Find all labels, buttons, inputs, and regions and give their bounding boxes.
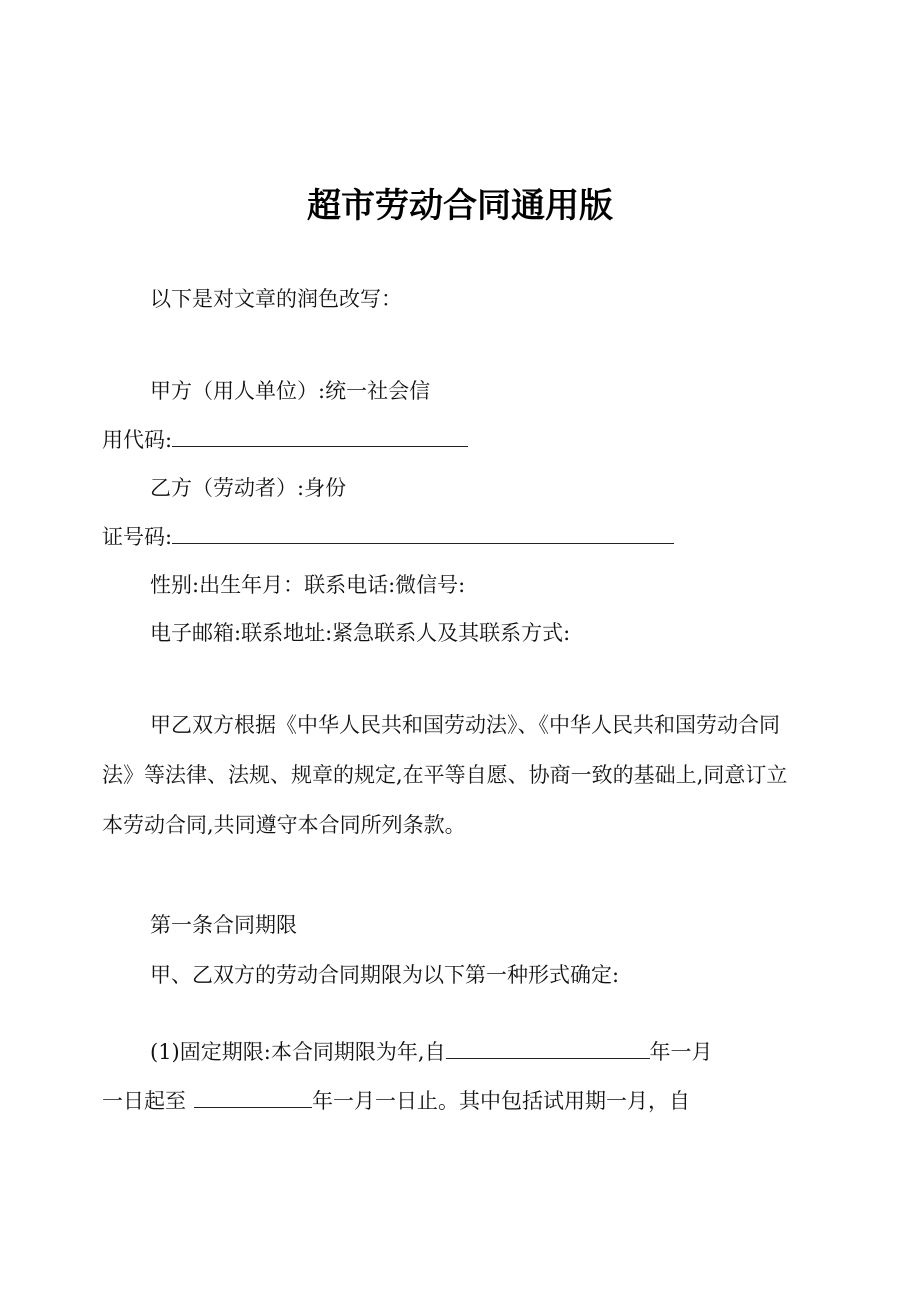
end-year-blank[interactable] — [194, 1085, 312, 1108]
party-a-line: 甲方（用人单位）:统一社会信 — [150, 379, 431, 403]
preamble-line-3: 本劳动合同,共同遵守本合同所列条款。 — [102, 813, 466, 837]
preamble-line-2: 法》等法律、法规、规章的规定,在平等自愿、协商一致的基础上,同意订立 — [102, 763, 788, 787]
article-1-item-1-row — [150, 1036, 713, 1067]
party-b-line: 乙方（劳动者）:身份 — [150, 476, 347, 500]
id-number-label: 证号码: — [102, 525, 173, 549]
party-a-credit-code-row — [102, 424, 468, 455]
item-1-line2-start: 一日起至 — [102, 1089, 186, 1113]
document-title: 超市劳动合同通用版 — [307, 186, 613, 226]
item-1-line2-end: 年一月一日止。其中包括试用期一月，自 — [312, 1089, 690, 1113]
party-b-info-line-2: 电子邮箱:联系地址:紧急联系人及其联系方式: — [150, 621, 571, 645]
party-b-id-row — [102, 521, 674, 552]
party-b-info-line-1: 性别:出生年月：联系电话:微信号: — [150, 573, 466, 597]
id-number-blank[interactable] — [172, 521, 674, 544]
preamble-line-1: 甲乙双方根据《中华人民共和国劳动法》、《中华人民共和国劳动合同 — [150, 713, 780, 737]
credit-code-blank[interactable] — [172, 424, 468, 447]
article-1-text: 甲、乙双方的劳动合同期限为以下第一种形式确定: — [150, 963, 620, 987]
credit-code-label: 用代码: — [102, 428, 173, 452]
article-1-item-1-row-2 — [102, 1085, 690, 1116]
start-year-blank[interactable] — [446, 1036, 650, 1059]
item-1-text-end: 年一月 — [649, 1040, 713, 1064]
intro-text: 以下是对文章的润色改写： — [150, 287, 402, 311]
item-1-text-start: (1)固定期限:本合同期限为年,自 — [150, 1040, 446, 1064]
article-1-heading: 第一条合同期限 — [150, 913, 297, 937]
